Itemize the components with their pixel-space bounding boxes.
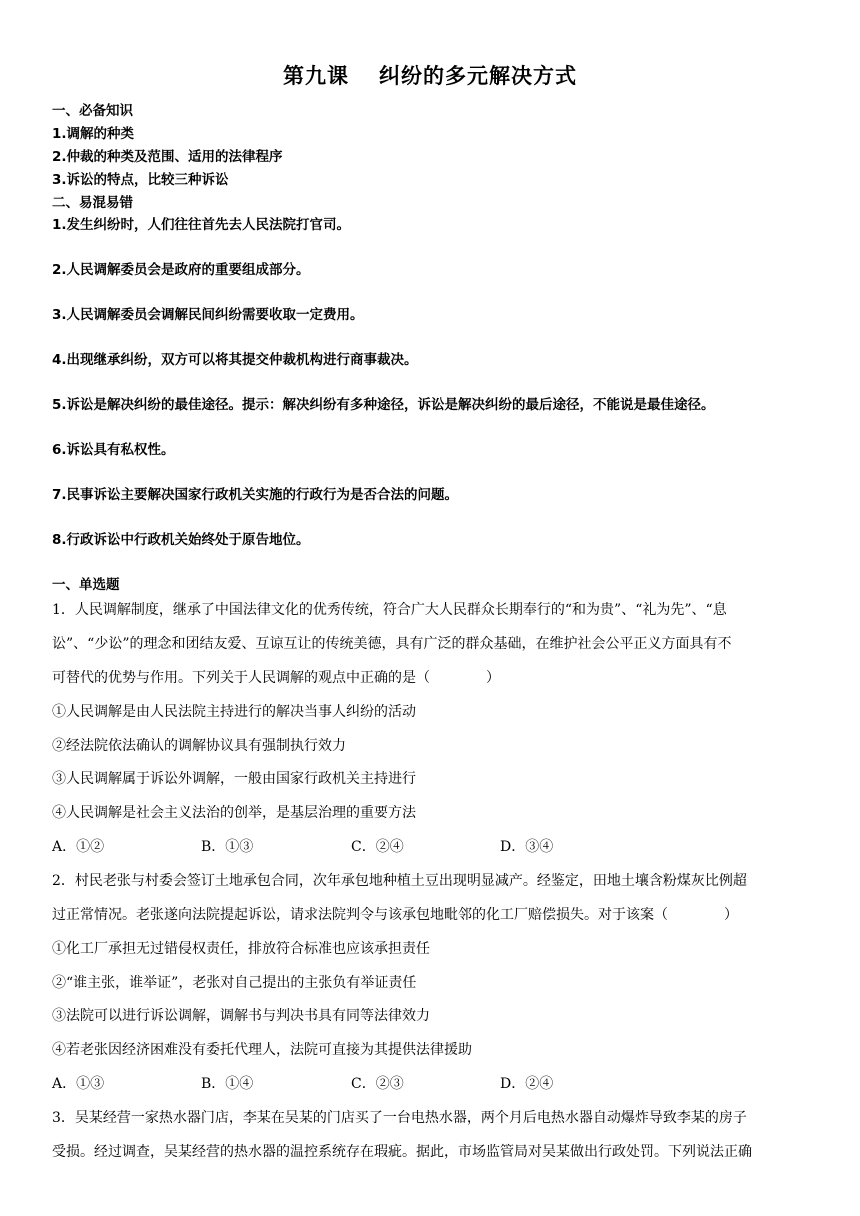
- mistake-item: 8.行政诉讼中行政机关始终处于原告地位。: [52, 532, 310, 548]
- question-1-line: 可替代的优势与作用。下列关于人民调解的观点中正确的是（ ）: [52, 670, 500, 686]
- knowledge-item: 1.调解的种类: [52, 126, 135, 142]
- question-2-option-d: D．②④: [500, 1076, 554, 1092]
- question-2-option-a: A．①③: [52, 1076, 105, 1092]
- mistake-item: 4.出现继承纠纷，双方可以将其提交仲裁机构进行商事裁决。: [52, 352, 418, 368]
- question-2-line: 过正常情况。老张遂向法院提起诉讼，请求法院判令与该承包地毗邻的化工厂赔偿损失。对于该案（ ）: [52, 907, 738, 923]
- question-1-statement: ④人民调解是社会主义法治的创举，是基层治理的重要方法: [52, 805, 416, 821]
- mistake-item: 5.诉讼是解决纠纷的最佳途径。提示：解决纠纷有多种途径，诉讼是解决纠纷的最后途径，不能说是最佳途径。: [52, 397, 715, 413]
- question-1-line: 1．人民调解制度，继承了中国法律文化的优秀传统，符合广大人民群众长期奉行的“和为贵”、“礼为先”、“息: [52, 602, 727, 618]
- mistake-item: 1.发生纠纷时，人们往往首先去人民法院打官司。: [52, 217, 351, 233]
- section-heading-mistakes: 二、易混易错: [52, 195, 133, 211]
- knowledge-item: 2.仲裁的种类及范围、适用的法律程序: [52, 149, 283, 165]
- question-1-statement: ②经法院依法确认的调解协议具有强制执行效力: [52, 738, 346, 754]
- course-name: 纠纷的多元解决方式: [379, 64, 577, 88]
- knowledge-item: 3.诉讼的特点，比较三种诉讼: [52, 172, 229, 188]
- page-title: [0, 60, 860, 90]
- question-3-line: 3．吴某经营一家热水器门店，李某在吴某的门店买了一台电热水器，两个月后电热水器自动爆炸导致李某的房子: [52, 1110, 747, 1126]
- mistake-item: 3.人民调解委员会调解民间纠纷需要收取一定费用。: [52, 307, 364, 323]
- question-2-statement: ①化工厂承担无过错侵权责任，排放符合标准也应该承担责任: [52, 941, 430, 957]
- question-1-option-a: A．①②: [52, 839, 105, 855]
- mistake-item: 2.人民调解委员会是政府的重要组成部分。: [52, 262, 310, 278]
- section-heading-knowledge: 一、必备知识: [52, 103, 133, 119]
- question-2-statement: ④若老张因经济困难没有委托代理人，法院可直接为其提供法律援助: [52, 1042, 472, 1058]
- question-2-statement: ②“谁主张，谁举证”，老张对自己提出的主张负有举证责任: [52, 975, 417, 991]
- question-2-statement: ③法院可以进行诉讼调解，调解书与判决书具有同等法律效力: [52, 1008, 430, 1024]
- question-1-option-b: B．①③: [201, 839, 254, 855]
- section-heading-single-choice: 一、单选题: [52, 577, 120, 593]
- course-number: 第九课: [283, 64, 349, 88]
- question-1-option-d: D．③④: [500, 839, 554, 855]
- question-1-option-c: C．②④: [351, 839, 404, 855]
- question-2-option-c: C．②③: [351, 1076, 404, 1092]
- question-1-line: 讼”、“少讼”的理念和团结友爱、互谅互让的传统美德，具有广泛的群众基础，在维护社会公平正义方面具有不: [52, 636, 732, 652]
- question-3-line: 受损。经过调查，吴某经营的热水器的温控系统存在瑕疵。据此，市场监管局对吴某做出行政处罚。下列说法正确: [52, 1144, 752, 1160]
- question-2-option-b: B．①④: [201, 1076, 254, 1092]
- question-1-statement: ③人民调解属于诉讼外调解，一般由国家行政机关主持进行: [52, 771, 416, 787]
- mistake-item: 6.诉讼具有私权性。: [52, 442, 175, 458]
- question-2-line: 2．村民老张与村委会签订土地承包合同，次年承包地种植土豆出现明显减产。经鉴定，田地土壤含粉煤灰比例超: [52, 873, 747, 889]
- question-1-statement: ①人民调解是由人民法院主持进行的解决当事人纠纷的活动: [52, 704, 416, 720]
- mistake-item: 7.民事诉讼主要解决国家行政机关实施的行政行为是否合法的问题。: [52, 487, 459, 503]
